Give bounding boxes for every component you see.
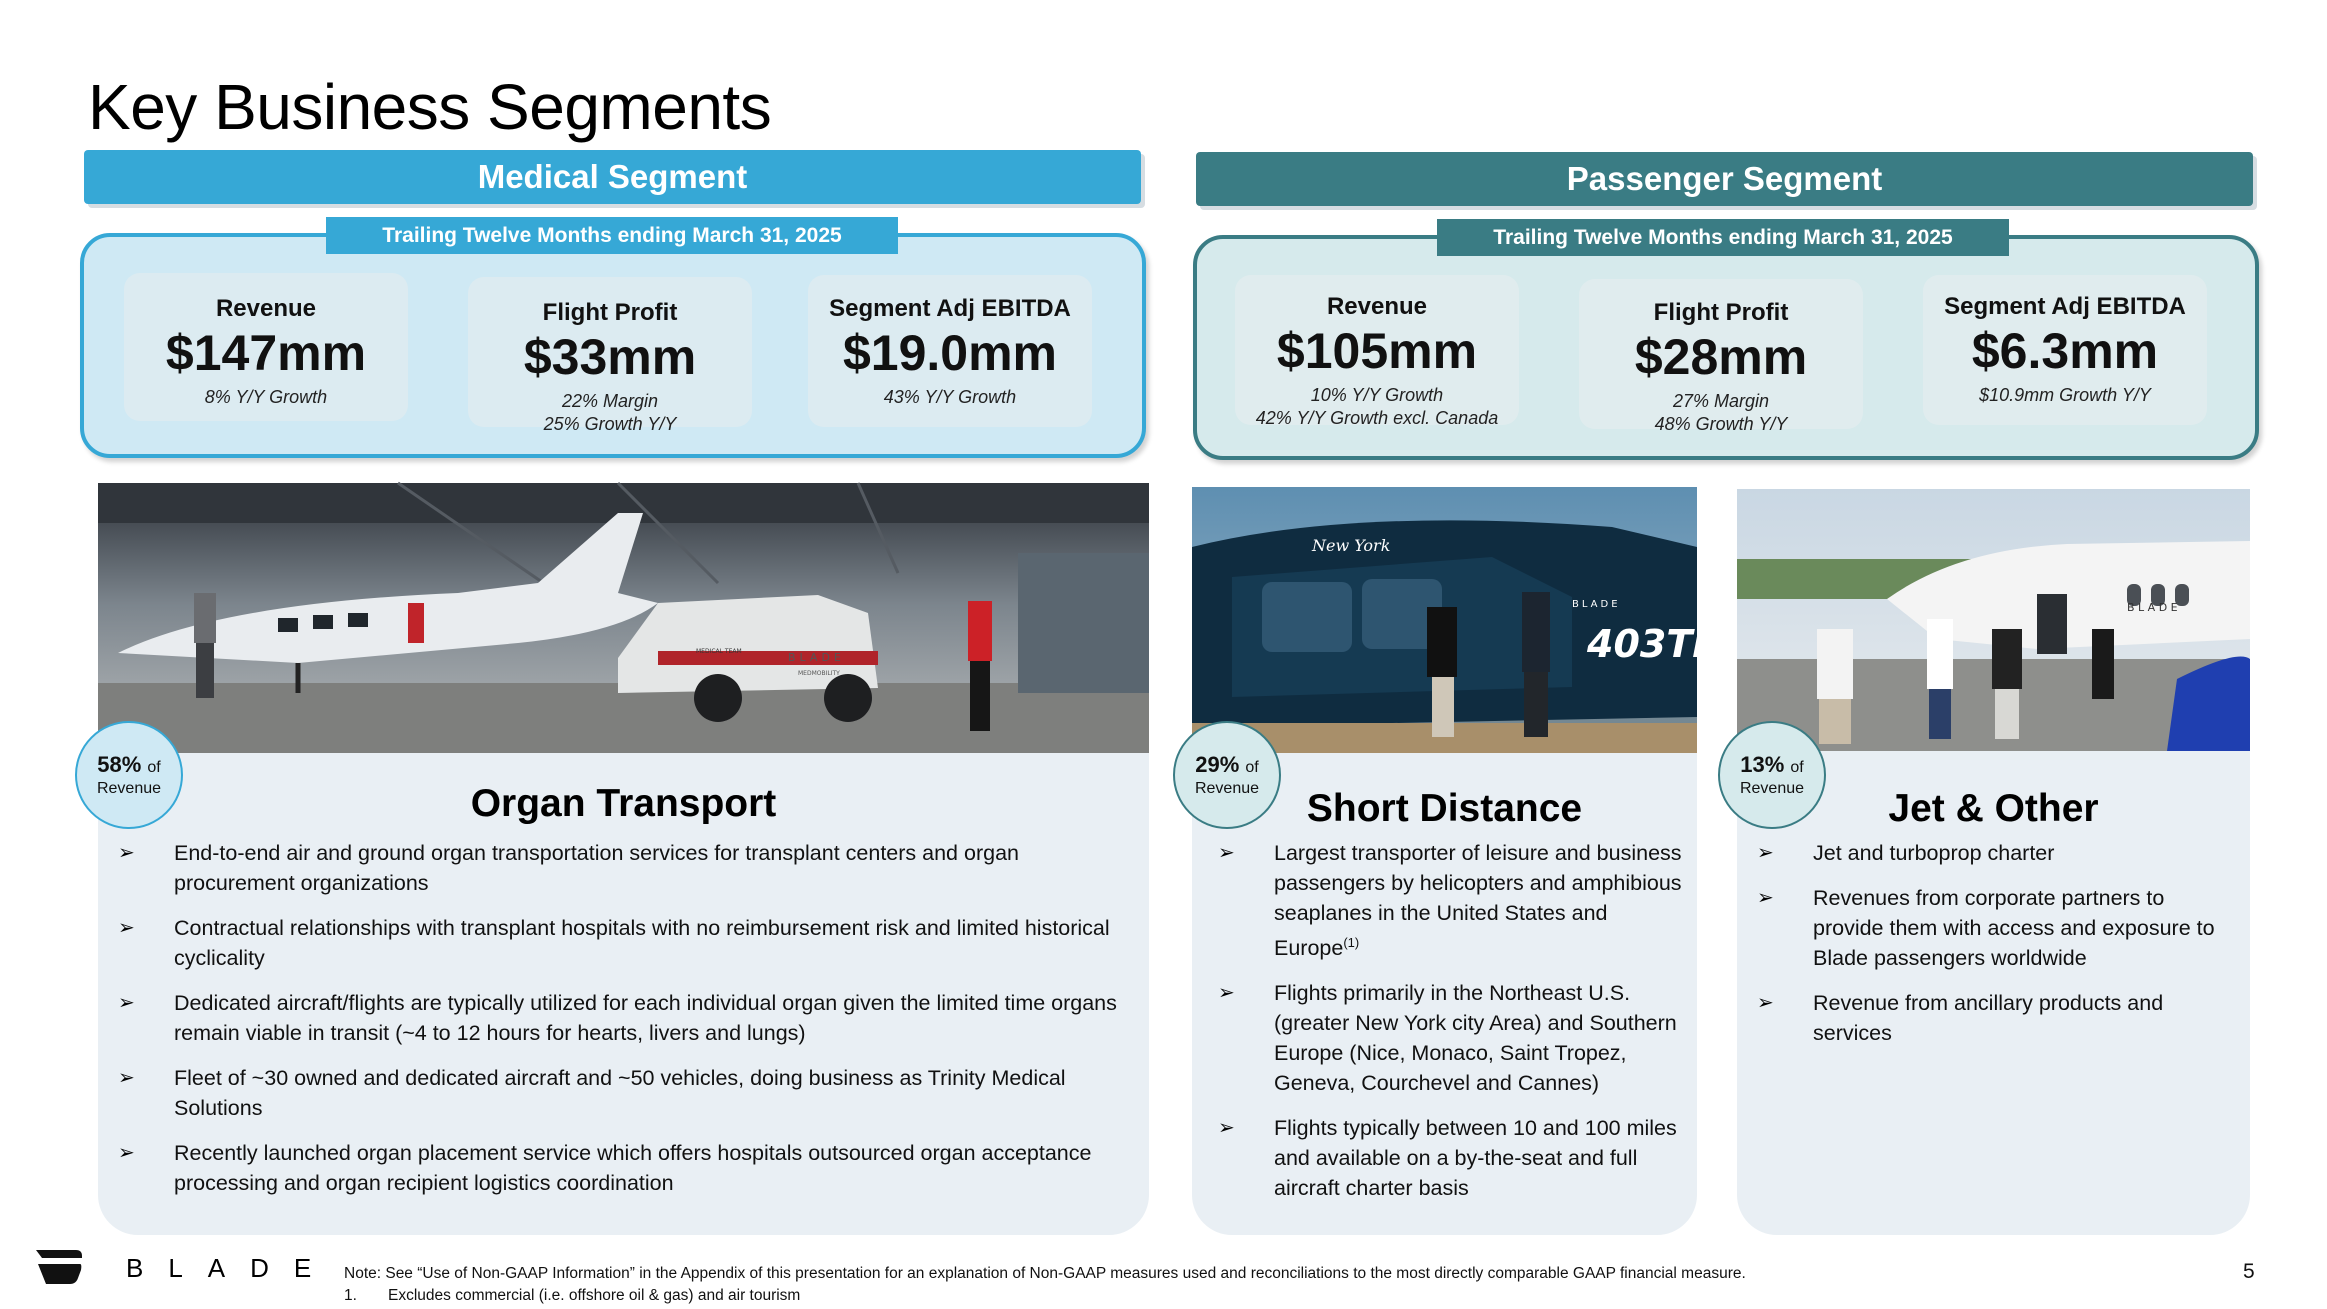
revenue-share-pct [1195,752,1259,778]
page-number: 5 [2243,1260,2255,1283]
organ-revenue-share-badge [75,721,183,829]
bullet-text: Flights typically between 10 and 100 miles and available on a by-the-seat and full aircraft charter basis [1274,1116,1677,1201]
kpi-sub-line: 27% Margin [1672,390,1770,411]
footnote-1 [344,1285,1746,1307]
kpi-sub [1256,384,1498,431]
arrowhead-bullet-icon: ➢ [118,1067,135,1089]
list-item [1192,978,1687,1098]
page-title: Key Business Segments [88,71,772,143]
jet-other-panel [1737,489,2250,1235]
arrowhead-bullet-icon: ➢ [118,1142,135,1164]
bullet-text: Dedicated aircraft/flights are typically utilized for each individual organ given the limited time organs remain viable in transit (~4 to 12 hours for hearts, livers and lungs) [174,991,1117,1045]
ambulance-sub-text: MEDMOBILITY [798,670,840,677]
passenger-kpi-box [1193,235,2259,460]
organ-transport-panel [98,483,1149,1235]
arrowhead-bullet-icon: ➢ [118,992,135,1014]
passenger-flight-profit-card [1579,279,1863,434]
footnote-text: Excludes commercial (i.e. offshore oil & gas) and air tourism [388,1287,801,1304]
bullet-text: End-to-end air and ground organ transportation services for transplant centers and organ procurement organizations [174,841,1019,895]
list-item [1192,1113,1687,1203]
helicopter-script-text: New York [1312,536,1391,555]
arrowhead-bullet-icon: ➢ [1218,1117,1235,1140]
kpi-value: $6.3mm [1971,323,2159,379]
revenue-share-pct [97,752,161,778]
kpi-sub-line: 25% Growth Y/Y [543,413,677,434]
organ-transport-photo [98,483,1149,753]
short-distance-revenue-share-badge [1173,721,1281,829]
blade-logo-icon [36,1248,84,1288]
footnote-ref: (1) [1343,935,1360,950]
bullet-text: Fleet of ~30 owned and dedicated aircraft and ~50 vehicles, doing business as Trinity Medical Solutions [174,1066,1066,1120]
blade-logo [36,1248,336,1288]
non-gaap-note: Note: See “Use of Non-GAAP Information” in the Appendix of this presentation for an explanation of Non-GAAP measures used and reconciliations to the most directly comparable GAAP financial measure. [344,1265,1746,1282]
arrowhead-bullet-icon: ➢ [1757,992,1774,1014]
kpi-value: $19.0mm [842,325,1058,381]
arrowhead-bullet-icon: ➢ [118,842,135,864]
list-item [1192,838,1687,963]
jet-other-revenue-share-badge [1718,721,1826,829]
footnotes [344,1263,1746,1307]
medical-flight-profit-card [468,277,752,434]
list-item [98,1063,1138,1123]
medical-revenue-card [124,273,408,421]
pct-value: 13% [1740,752,1785,777]
kpi-label: Revenue [1326,293,1428,320]
bullet-text: Revenues from corporate partners to provide them with access and exposure to Blade passengers worldwide [1813,886,2215,970]
arrowhead-bullet-icon: ➢ [1757,842,1774,864]
jet-brand-text: B L A D E [2127,601,2178,614]
organ-transport-title: Organ Transport [470,782,777,825]
bullet-text: Jet and turboprop charter [1813,841,2055,865]
kpi-label: Segment Adj EBITDA [829,295,1071,322]
revenue-share-label: Revenue [1739,780,1805,797]
kpi-sub-line: 22% Margin [561,390,659,411]
short-distance-bullets [1192,838,1687,1218]
short-distance-panel [1192,487,1724,1235]
kpi-value: $105mm [1276,323,1478,379]
passenger-ttm-label: Trailing Twelve Months ending March 31, 2025 [1437,219,2009,256]
bullet-text: Revenue from ancillary products and services [1813,991,2164,1045]
ambulance-team-text: MEDICAL TEAM [696,648,742,655]
kpi-sub-line: 10% Y/Y Growth [1310,384,1444,405]
pct-of: of [1245,759,1259,776]
short-distance-title: Short Distance [1306,787,1583,830]
helicopter-brand-text: BLADE [1572,599,1621,610]
pct-value: 58% [97,752,142,777]
kpi-sub: 43% Y/Y Growth [883,386,1017,407]
revenue-share-pct [1740,752,1804,778]
footnote-number: 1. [344,1287,357,1304]
passenger-segment-header: Passenger Segment [1196,152,2253,206]
short-distance-photo [1192,487,1724,753]
revenue-share-label: Revenue [96,780,162,797]
jet-other-title: Jet & Other [1888,787,2099,830]
kpi-label: Flight Profit [542,299,678,326]
kpi-value: $28mm [1634,329,1808,385]
list-item [1737,988,2237,1048]
list-item [98,838,1138,898]
bullet-text: Recently launched organ placement service which offers hospitals outsourced organ acceptance processing and organ recipient logistics coordination [174,1141,1092,1195]
medical-ttm-label: Trailing Twelve Months ending March 31, 2025 [326,217,898,254]
kpi-sub [1655,390,1788,437]
pct-of: of [1790,759,1804,776]
kpi-sub: $10.9mm Growth Y/Y [1979,384,2151,405]
list-item [1737,883,2237,973]
kpi-value: $33mm [523,329,697,385]
helicopter-tail-text: 403TD [1587,622,1724,666]
kpi-label: Segment Adj EBITDA [1944,293,2186,320]
list-item [1737,838,2237,868]
medical-ebitda-card [808,275,1092,427]
kpi-sub [544,390,677,437]
organ-transport-bullets [98,838,1138,1213]
passenger-revenue-card [1235,275,1519,428]
list-item [98,1138,1138,1198]
arrowhead-bullet-icon: ➢ [1218,982,1235,1005]
kpi-sub: 8% Y/Y Growth [204,386,328,407]
arrowhead-bullet-icon: ➢ [1757,887,1774,909]
kpi-label: Flight Profit [1653,299,1789,326]
kpi-sub-line: 48% Growth Y/Y [1654,413,1788,434]
pct-of: of [147,759,161,776]
revenue-share-label: Revenue [1194,780,1260,797]
medical-segment-header: Medical Segment [84,150,1141,204]
blade-wordmark: BLADE [126,1252,337,1283]
list-item [98,913,1138,973]
ambulance-brand-text: BLADE [788,651,845,664]
bullet-text: Contractual relationships with transplant hospitals with no reimbursement risk and limited historical cyclicality [174,916,1110,970]
jet-other-bullets [1737,838,2237,1063]
bullet-text: Flights primarily in the Northeast U.S. (greater New York city Area) and Southern Europe (Nice, Monaco, Saint Tropez, Geneva, Courchevel and Cannes) [1274,981,1677,1096]
pct-value: 29% [1195,752,1240,777]
list-item [98,988,1138,1048]
jet-other-photo [1737,489,2250,751]
arrowhead-bullet-icon: ➢ [118,917,135,939]
kpi-value: $147mm [165,325,367,381]
kpi-sub-line: 42% Y/Y Growth excl. Canada [1255,407,1499,428]
arrowhead-bullet-icon: ➢ [1218,842,1235,864]
bullet-text: Largest transporter of leisure and business passengers by helicopters and amphibious seaplanes in the United States and Europe [1274,841,1682,961]
medical-kpi-box [80,233,1146,458]
passenger-ebitda-card [1923,275,2207,425]
kpi-label: Revenue [215,295,317,322]
